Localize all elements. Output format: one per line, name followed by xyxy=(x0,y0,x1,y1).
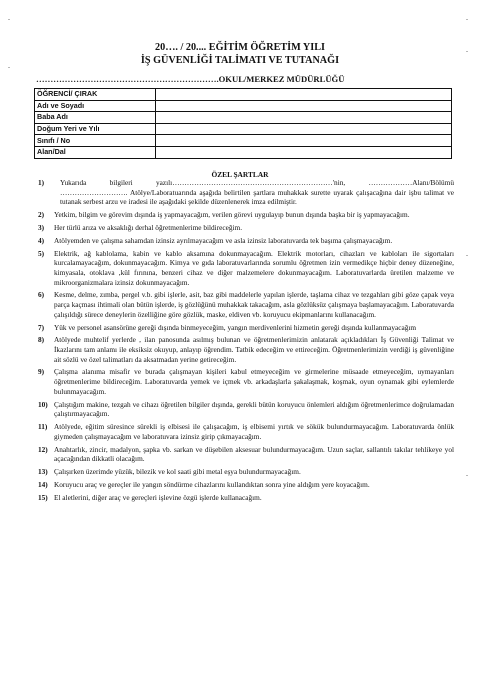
row-value-class[interactable] xyxy=(156,135,452,147)
row-label-name: Adı ve Soyadı xyxy=(35,100,156,112)
table-row xyxy=(35,100,452,112)
list-item xyxy=(38,467,454,477)
row-value-birth[interactable] xyxy=(156,123,452,135)
list-item xyxy=(38,422,454,441)
list-item xyxy=(38,323,454,333)
item-number: 4) xyxy=(38,235,45,245)
item-number: 7) xyxy=(38,322,45,332)
document-title-line1: 20…. / 20.... EĞİTİM ÖĞRETİM YILI xyxy=(155,42,325,53)
item-text: El aletlerini, diğer araç ve gereçleri işlevine özgü işlerde kullanacağım. xyxy=(54,492,262,502)
item-text: Kesme, delme, zımba, pergel v.b. gibi işlerle, asit, baz gibi maddelerle yapılan işlerde, taşlama cihaz ve tezgahları gibi göze çapak veya parça kaçması ihtimali olan bütün işlerde, iş gözlüğünü muhakkak takacağım, asla gözlüksüz çalışmaya başlamayacağım. Laboratuvarda çalışıldığı sürece deneylerin özelliğine göre gözlük, maske, eldiven vb. koruyucu ekipmanlarını kullanacağım. xyxy=(54,290,454,319)
item-number: 5) xyxy=(38,248,45,258)
item-number: 13) xyxy=(38,467,48,476)
row-label-father: Baba Adı xyxy=(35,112,156,124)
item-number: 2) xyxy=(38,210,45,220)
row-value-father[interactable] xyxy=(156,112,452,124)
document-title-line2: İŞ GÜVENLİĞİ TALİMATI VE TUTANAĞI xyxy=(140,55,340,66)
list-item xyxy=(38,493,454,503)
list-item xyxy=(38,223,454,233)
table-row xyxy=(35,89,452,101)
item-number: 3) xyxy=(38,222,45,232)
row-label-student: ÖĞRENCİ/ ÇIRAK xyxy=(35,89,156,101)
item-text: Elektrik, ağ kablolama, kabin ve kablo aksamına dokunmayacağım. Elektrik motorları, cihazları ve kabloları ile sigortaları kurcalamayacağım, dokunmayacağım. Kimya ve gıda laboratuvarlarında sorumlu öğretmen izin vermedikçe hiçbir deney düzeneğine, kimyasala, otoklava ,kül fırınına, benzeri cihaz ve diğer malzemelere dokunmayacağım. Laboratuvarlarda üretilen malzeme ve mikroorganizmalara izinsiz dokunmayacağım. xyxy=(54,248,454,287)
conditions-list xyxy=(38,178,454,506)
row-label-class: Sınıfı / No xyxy=(35,135,156,147)
item-text: Atölyemden ve çalışma sahamdan izinsiz ayrılmayacağım ve asla izinsiz laboratuvarda tek başıma çalışmayacağım. xyxy=(54,235,393,245)
section-title: ÖZEL ŞARTLAR xyxy=(211,170,269,179)
item-number: 8) xyxy=(38,335,45,345)
item-text: Atölyede muhtelif yerlerde , ilan panosunda asılmış bulunan ve öğretmenlerimizin anlatarak açıkladıkları İş Güvenliği Talimat ve İkazlarını tam anlamı ile eksiksiz okuyup, anlayıp öğrendim. Tatbik edeceğim ve ettireceğim. Öğretmenlerimizin verdiği iş güvenliğine ait sözlü ve özel talimatları da aksatmadan yerine getireceğim. xyxy=(54,335,454,364)
student-info-table xyxy=(34,88,452,159)
list-item xyxy=(38,210,454,220)
list-item xyxy=(38,335,454,364)
table-row xyxy=(35,123,452,135)
item-text: Çalışırken üzerimde yüzük, bilezik ve kol saati gibi metal eşya bulundurmayacağım. xyxy=(54,467,301,476)
margin-dot: . xyxy=(466,249,468,258)
table-row xyxy=(35,112,452,124)
item-text: Çalıştığım makine, tezgah ve cihazı öğretilen bilgiler dışında, gerekli bütün koruyucu önlemleri aldığım öğretmenlerimce doğrulamadan çalıştırmayacağım. xyxy=(54,399,454,419)
item-number: 1) xyxy=(38,178,45,187)
list-item xyxy=(38,236,454,246)
list-item xyxy=(38,400,454,419)
item-number: 6) xyxy=(38,290,45,300)
item-text: Yukarıda bilgileri yazılı…………………………………………………………'nin, ………………Alanı/Bölümü ………………………. Atölye/Laboratuarında aşağıda belirtilen şartlara muhakkak surette uyarak çalışacağına dair işbu talimat ve tutanak serbest arzu ve iradesi ile aşağıdaki şekilde düzenlenerek imza edilmiştir. xyxy=(60,178,454,207)
item-text: Çalışma alanıma misafir ve burada çalışmayan kişileri kabul etmeyeceğim ve girmelerine müsaade etmeyeceğim, uymayanları öğretmenlerime bildireceğim. Laboratuvarda yemek ve içmek vb. arkadaşlarla şakalaşmak, koşmak, oyun oynamak gibi eylemlerde bulunmayacağım. xyxy=(54,367,454,396)
row-value-name[interactable] xyxy=(156,100,452,112)
item-number: 12) xyxy=(38,444,48,454)
row-value-field[interactable] xyxy=(156,146,452,158)
margin-dot: . xyxy=(466,13,468,22)
list-item xyxy=(38,445,454,464)
item-text: Yetkim, bilgim ve görevim dışında iş yapmayacağım, verilen görevi uygulayıp bunun dışında başka bir iş yapmayacağım. xyxy=(54,210,410,220)
item-number: 10) xyxy=(38,399,48,409)
item-text: Yük ve personel asansörüne gereği dışında binmeyeceğim, yangın merdivenlerini hizmetin gereği dışında kullanmayacağım xyxy=(54,322,417,332)
table-row xyxy=(35,146,452,158)
table-row xyxy=(35,135,452,147)
list-item xyxy=(38,367,454,396)
list-item xyxy=(38,249,454,287)
item-number: 14) xyxy=(38,479,48,489)
item-text: Her türlü arıza ve aksaklığı derhal öğretmenlerime bildireceğim. xyxy=(54,222,243,232)
list-item xyxy=(38,480,454,490)
item-number: 9) xyxy=(38,367,45,377)
item-text: Koruyucu araç ve gereçler ile yangın söndürme cihazlarını kullandıktan sonra yine aldığım yere koyacağım. xyxy=(54,479,370,489)
list-item xyxy=(38,178,454,207)
item-text: Anahtarlık, zincir, madalyon, şapka vb. sarkan ve düşebilen aksesuar bulundurmayacağım. Uzun saçlar, sallantılı takılar tehlikeye yol açacağından dikkatli olacağım. xyxy=(54,444,454,464)
margin-dot: . xyxy=(8,13,10,22)
margin-dot: . xyxy=(8,61,10,70)
row-label-field: Alan/Dal xyxy=(35,146,156,158)
list-item xyxy=(38,290,454,319)
school-directorate-line: ……………………………………………………….OKUL/MERKEZ MÜDÜRLÜĞÜ xyxy=(36,74,345,84)
item-number: 11) xyxy=(38,422,48,432)
item-number: 15) xyxy=(38,492,48,502)
item-text: Atölyede, eğitim süresince sürekli iş elbisesi ile çalışacağım, iş elbisemi yırtık ve sökük bulundurmayacağım. Laboratuvarda önlük giymeden çalışmayacağım ve laboratuvara izinsiz girip çıkmayacağım. xyxy=(54,422,454,441)
row-value-student[interactable] xyxy=(156,89,452,101)
margin-dot: . xyxy=(466,45,468,54)
row-label-birth: Doğum Yeri ve Yılı xyxy=(35,123,156,135)
margin-dot: . xyxy=(466,469,468,478)
